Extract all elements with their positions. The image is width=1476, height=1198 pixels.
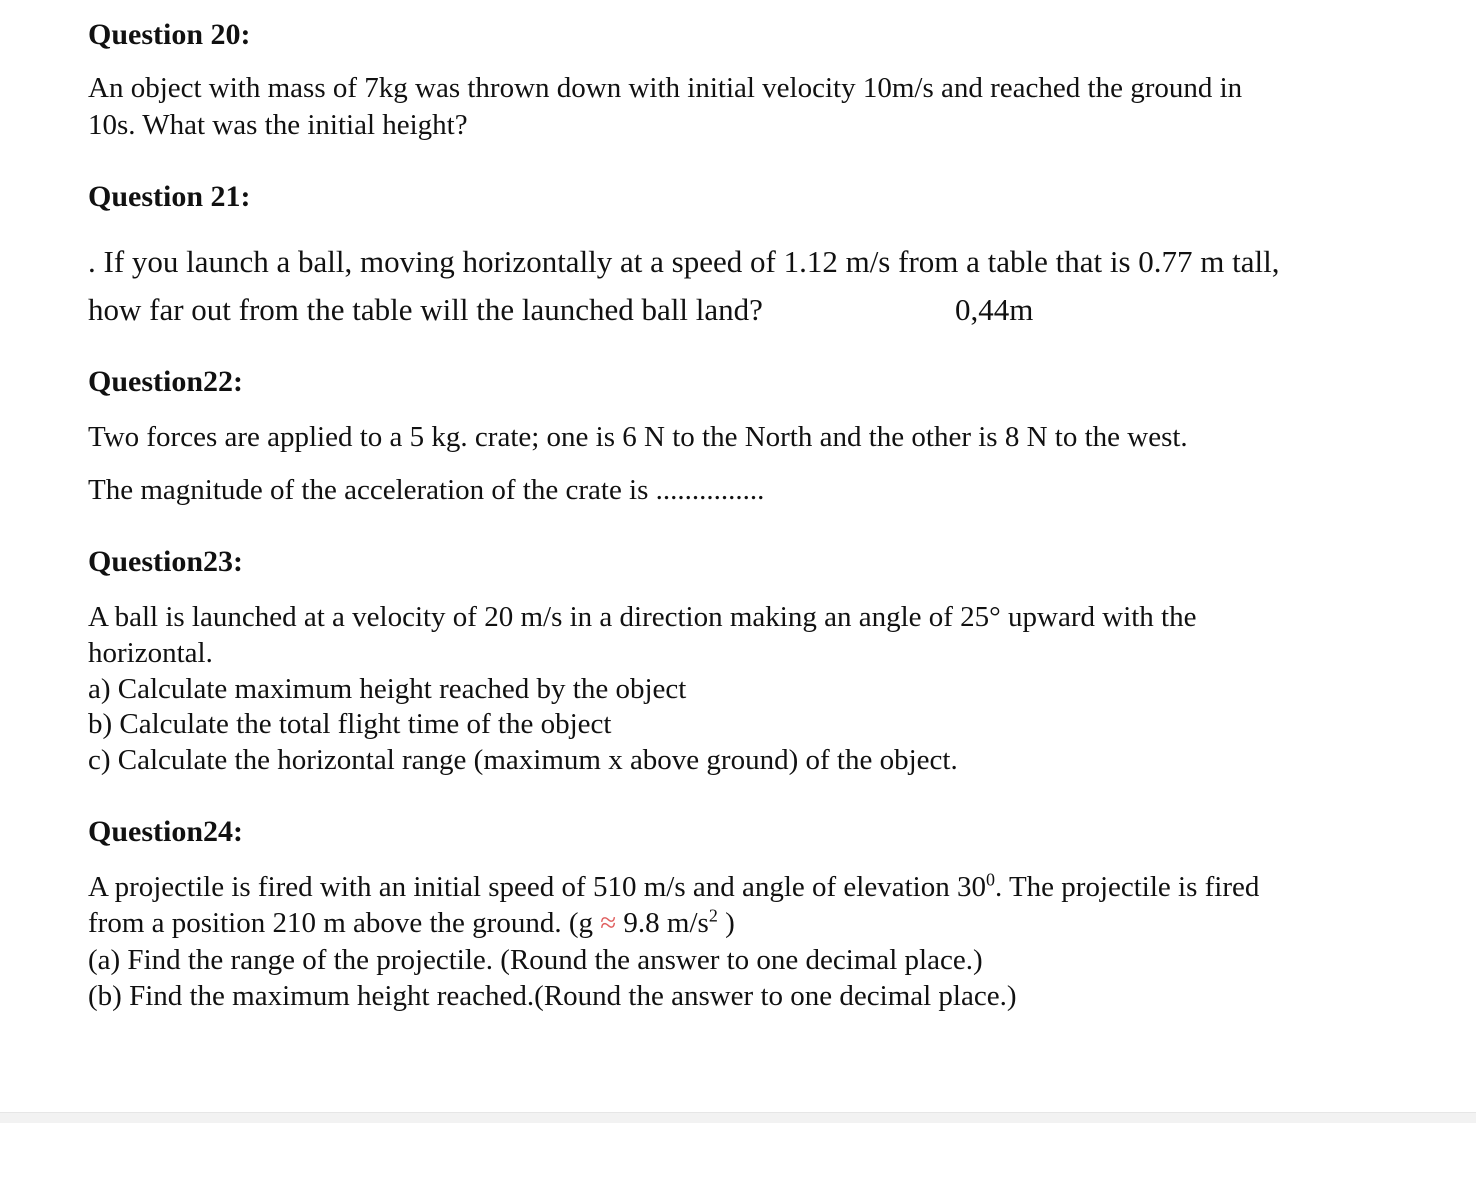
question-22-text-line-1: Two forces are applied to a 5 kg. crate; one is 6 N to the North and the other is 8 N to the west. — [88, 421, 1188, 453]
question-23-part-b: b) Calculate the total flight time of the object — [88, 708, 612, 740]
question-21-text-line-2: how far out from the table will the launched ball land? — [88, 292, 763, 327]
q24-gravity-value: 9.8 m/s — [616, 907, 709, 939]
question-22-heading: Question22: — [88, 365, 244, 398]
question-21-text-line-1: . If you launch a ball, moving horizontally at a speed of 1.12 m/s from a table that is 0.77 m tall, — [88, 244, 1280, 279]
q24-line1-text: A projectile is fired with an initial speed of 510 m/s and angle of elevation 30 — [88, 871, 986, 903]
question-23-heading: Question23: — [88, 545, 244, 578]
question-20-text-line-1: An object with mass of 7kg was thrown down with initial velocity 10m/s and reached the ground in — [88, 72, 1243, 104]
q24-line2-text: from a position 210 m above the ground. (g — [88, 907, 601, 939]
question-23-text-line-1: A ball is launched at a velocity of 20 m/s in a direction making an angle of 25° upward with the — [88, 601, 1197, 633]
question-22-text-line-2: The magnitude of the acceleration of the crate is ............... — [88, 474, 765, 506]
q24-line2-text-end: ) — [717, 907, 735, 939]
approx-symbol: ≈ — [600, 907, 617, 939]
question-20-heading: Question 20: — [88, 18, 251, 51]
question-21-handwritten-answer: 0,44m — [955, 292, 1034, 327]
question-24-heading: Question24: — [88, 815, 244, 848]
q24-line1-text-end: . The projectile is fired — [994, 871, 1260, 903]
question-24-part-a: (a) Find the range of the projectile. (Round the answer to one decimal place.) — [88, 944, 983, 976]
question-23-part-a: a) Calculate maximum height reached by the object — [88, 673, 687, 705]
question-24-part-b: (b) Find the maximum height reached.(Round the answer to one decimal place.) — [88, 980, 1017, 1012]
question-20-text-line-2: 10s. What was the initial height? — [88, 109, 468, 141]
question-23-part-c: c) Calculate the horizontal range (maximum x above ground) of the object. — [88, 744, 958, 776]
q24-degree-superscript: 0 — [985, 869, 995, 890]
question-23-text-line-2: horizontal. — [88, 637, 213, 669]
question-21-heading: Question 21: — [88, 180, 251, 213]
q24-squared-superscript: 2 — [708, 905, 718, 926]
page-bottom-divider — [0, 1112, 1476, 1123]
question-24-text-line-2 — [88, 907, 735, 940]
question-24-text-line-1 — [88, 871, 1259, 904]
